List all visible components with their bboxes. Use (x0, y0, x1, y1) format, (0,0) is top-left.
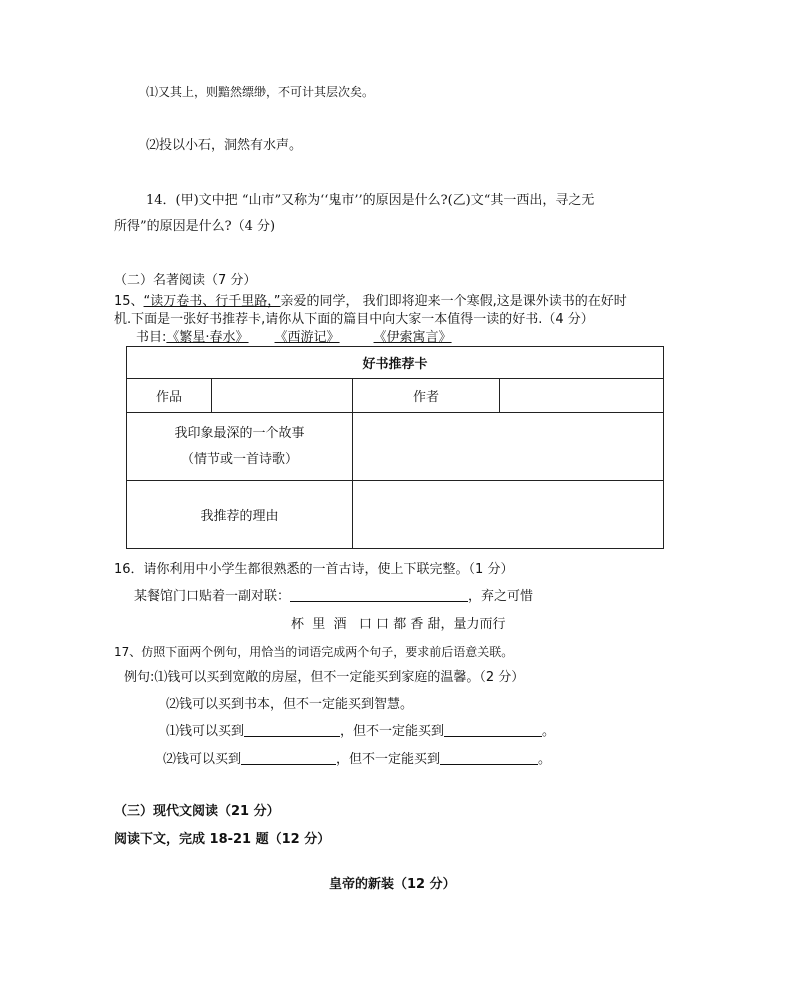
q17-example-1 (124, 669, 524, 687)
work-label: 作品 (127, 379, 212, 413)
fill-1-prefix: ⑴钱可以买到 (166, 724, 245, 739)
q15-quote: “读万卷书、行千里路，” (143, 294, 281, 309)
booklist-items (166, 330, 451, 345)
q15-text: 亲爱的同学， 我们即将迎来一个寒假,这是课外读书的在好时 (280, 294, 627, 309)
section-3-title: （三）现代文阅读（21 分） (114, 804, 280, 819)
fill-2-end: 。 (538, 752, 552, 767)
story-label-line-2: （情节或一首诗歌） (180, 451, 298, 467)
example-label: 例句: (124, 670, 155, 685)
example-1-text: ⑴钱可以买到宽敞的房屋，但不一定能买到家庭的温馨。（2 分） (154, 670, 525, 685)
article-title: 皇帝的新装（12 分） (329, 877, 456, 892)
card-title: 好书推荐卡 (127, 347, 664, 379)
booklist-label: 书目: (136, 330, 167, 345)
q15-number: 15、 (114, 294, 144, 309)
fill-2-blank-a[interactable] (241, 751, 336, 765)
book-item: 《繁星·春水》 (166, 330, 249, 345)
book-item: 《伊索寓言》 (373, 330, 452, 345)
q13-sentence-2: ⑵投以小石，洞然有水声。 (146, 138, 303, 153)
couplet-suffix: ，弃之可惜 (468, 589, 534, 604)
q13-sentence-1: ⑴又其上，则黯然缥缈，不可计其层次矣。 (146, 85, 375, 99)
q14-line-1: 14．(甲)文中把 “山市”又称为‘‘鬼市’’的原因是什么?(乙)文“其一西出，寻之无 (146, 193, 595, 208)
couplet-prefix: 某餐馆门口贴着一副对联： (134, 589, 291, 604)
reason-label: 我推荐的理由 (127, 481, 353, 549)
q17-example-2: ⑵钱可以买到书本，但不一定能买到智慧。 (166, 697, 414, 712)
fill-2-prefix: ⑵钱可以买到 (163, 752, 242, 767)
fill-1-blank-b[interactable] (444, 723, 542, 737)
book-recommendation-card (126, 346, 664, 549)
q17-fill-1 (166, 723, 555, 741)
reason-input-cell[interactable] (353, 481, 664, 549)
author-label: 作者 (353, 379, 500, 413)
section-3-instruction: 阅读下文，完成 18-21 题（12 分） (114, 832, 331, 847)
couplet-blank[interactable] (290, 588, 468, 602)
q16-couplet-line-1 (134, 588, 533, 606)
booklist (136, 329, 452, 347)
fill-1-blank-a[interactable] (244, 723, 340, 737)
q15-line-2: 机.下面是一张好书推荐卡,请你从下面的篇目中向大家一本值得一读的好书.（4 分） (114, 312, 594, 327)
fill-2-mid: ，但不一定能买到 (336, 752, 441, 767)
fill-2-blank-b[interactable] (440, 751, 538, 765)
q15-line-1 (114, 293, 627, 311)
author-input-cell[interactable] (500, 379, 664, 413)
q16-couplet-line-2: 杯 里 酒 口 口 都 香 甜，量力而行 (291, 617, 506, 632)
story-label (127, 413, 353, 481)
section-2-title: （二）名著阅读（7 分） (114, 273, 257, 288)
work-input-cell[interactable] (212, 379, 353, 413)
fill-1-mid: ，但不一定能买到 (340, 724, 445, 739)
q14-line-2: 所得”的原因是什么?（4 分) (114, 219, 276, 234)
q17-fill-2 (163, 751, 551, 769)
story-label-line-1: 我印象最深的一个故事 (174, 425, 305, 441)
q17-question: 17、仿照下面两个例句，用恰当的词语完成两个句子，要求前后语意关联。 (114, 645, 514, 659)
q16-question: 16．请你利用中小学生都很熟悉的一首古诗，使上下联完整。（1 分） (114, 562, 514, 577)
fill-1-end: 。 (542, 724, 556, 739)
book-item: 《西游记》 (274, 330, 340, 345)
story-input-cell[interactable] (353, 413, 664, 481)
